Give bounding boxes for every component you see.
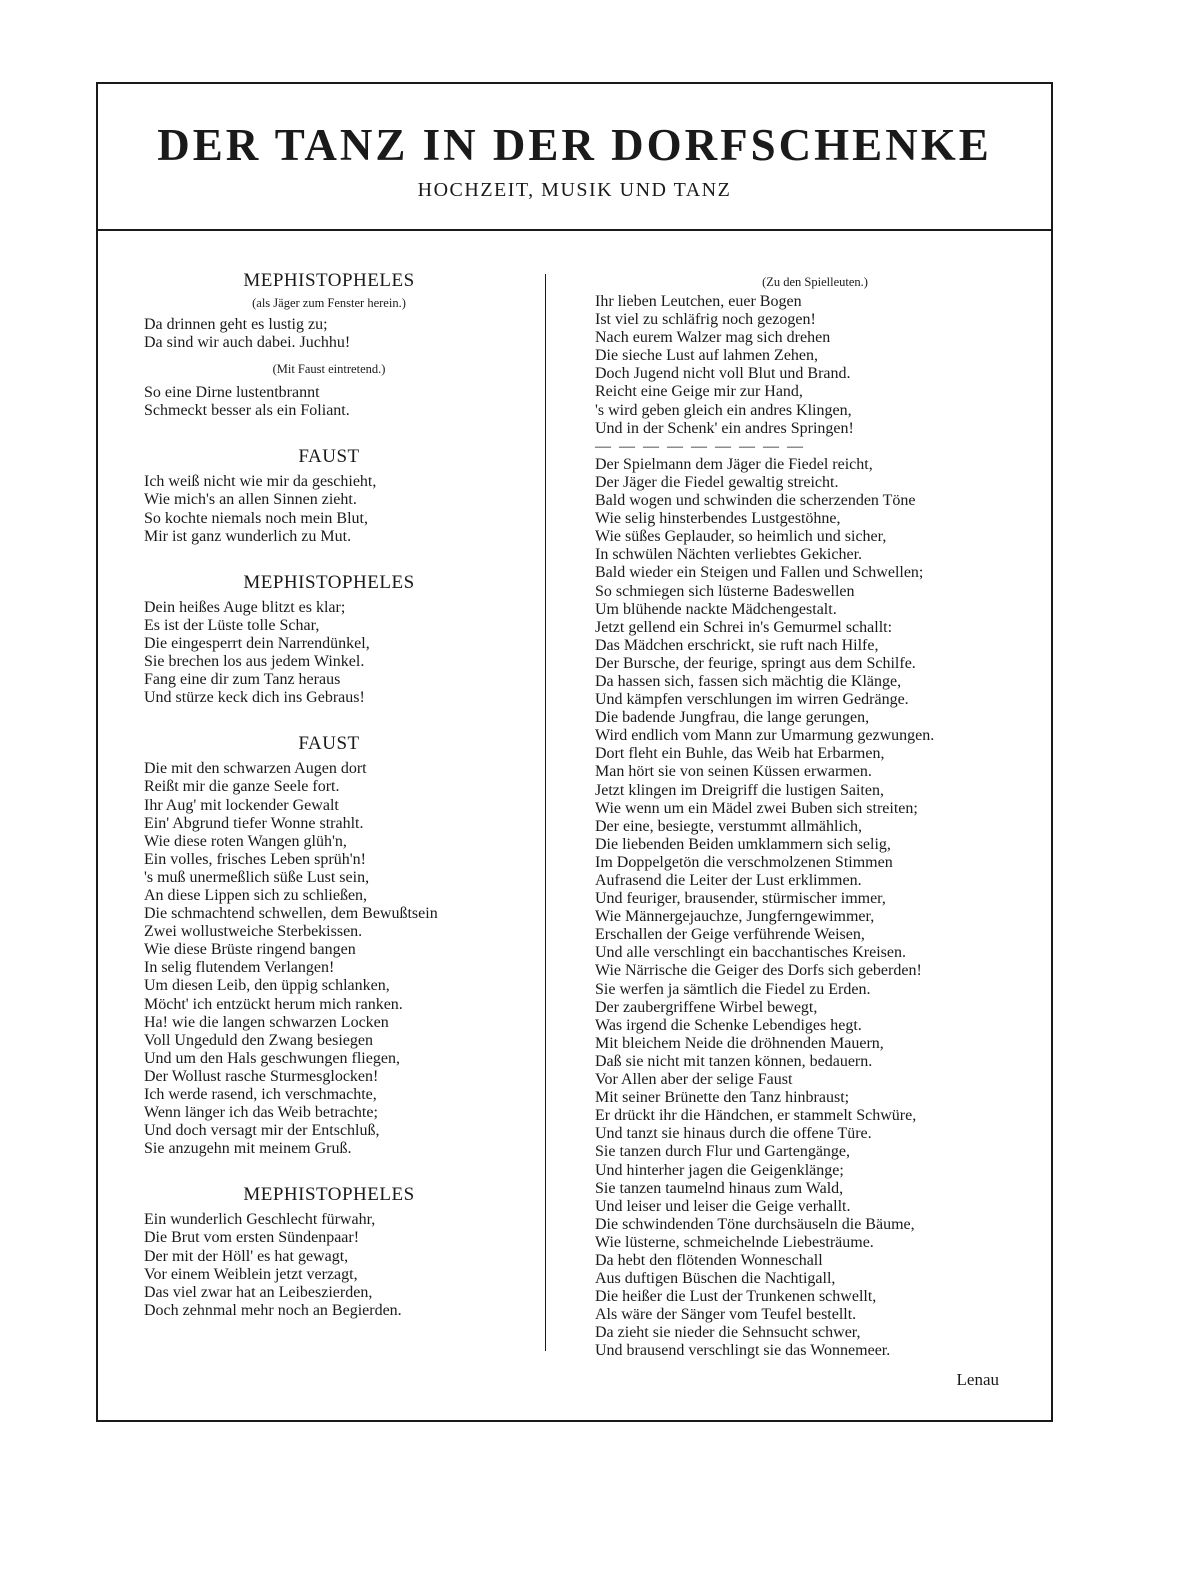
- verse-line: So schmiegen sich lüsterne Badeswellen: [595, 582, 855, 600]
- verse-line: Der zaubergriffene Wirbel bewegt,: [595, 998, 818, 1016]
- verse-line: Wird endlich vom Mann zur Umarmung gezwungen.: [595, 727, 935, 745]
- verse-line: Mit seiner Brünette den Tanz hinbraust;: [595, 1089, 850, 1107]
- verse: [144, 473, 514, 545]
- verse-line: Vor Allen aber der selige Faust: [595, 1071, 793, 1089]
- verse-line: Jetzt klingen im Dreigriff die lustigen Saiten,: [595, 781, 884, 799]
- section-faust-2: [144, 732, 514, 1158]
- separator: — — — — — — — — —: [595, 437, 805, 455]
- verse-line: Um diesen Leib, den üppig schlanken,: [144, 977, 390, 995]
- verse-line: Wie diese roten Wangen glüh'n,: [144, 832, 347, 850]
- verse-line: Das Mädchen erschrickt, sie ruft nach Hilfe,: [595, 636, 879, 654]
- verse-line: Die eingesperrt dein Narrendünkel,: [144, 634, 370, 652]
- verse-line: Der Bursche, der feurige, springt aus dem Schilfe.: [595, 654, 916, 672]
- verse-line: Wie süßes Geplauder, so heimlich und sicher,: [595, 528, 887, 546]
- verse-line: Voll Ungeduld den Zwang besiegen: [144, 1031, 373, 1049]
- verse-line: Ihr Aug' mit lockender Gewalt: [144, 796, 339, 814]
- left-column: [144, 269, 514, 1320]
- verse-line: In selig flutendem Verlangen!: [144, 959, 335, 977]
- section-faust-1: [144, 445, 514, 545]
- verse-line: Die mit den schwarzen Augen dort: [144, 760, 367, 778]
- verse-line: Sie werfen ja sämtlich die Fiedel zu Erden.: [595, 980, 871, 998]
- verse-line: Da sind wir auch dabei. Juchhu!: [144, 334, 351, 352]
- verse-line: 's muß unermeßlich süße Lust sein,: [144, 868, 370, 886]
- verse: [144, 760, 514, 1158]
- verse-line: Schmeckt besser als ein Foliant.: [144, 402, 350, 420]
- verse-line: 's wird geben gleich ein andres Klingen,: [595, 401, 852, 419]
- verse-line: Doch zehnmal mehr noch an Begierden.: [144, 1301, 402, 1319]
- verse-line: Mir ist ganz wunderlich zu Mut.: [144, 527, 352, 545]
- verse-line: Die Brut vom ersten Sündenpaar!: [144, 1229, 360, 1247]
- verse-line: Dein heißes Auge blitzt es klar;: [144, 598, 346, 616]
- verse-line: Bald wieder ein Steigen und Fallen und Schwellen;: [595, 564, 924, 582]
- verse-line: Ich werde rasend, ich verschmachte,: [144, 1086, 377, 1103]
- verse-line: Der Jäger die Fiedel gewaltig streicht.: [595, 473, 839, 491]
- verse-line: Da drinnen geht es lustig zu;: [144, 316, 328, 333]
- verse-line: Aufrasend die Leiter der Lust erklimmen.: [595, 872, 862, 889]
- header: [98, 84, 1051, 231]
- verse-line: Man hört sie von seinen Küssen erwarmen.: [595, 763, 872, 781]
- verse-line: Der Spielmann dem Jäger die Fiedel reicht,: [595, 455, 873, 473]
- verse-line: Wie diese Brüste ringend bangen: [144, 941, 356, 959]
- stage-direction: (als Jäger zum Fenster herein.): [252, 296, 406, 310]
- verse: [595, 293, 1035, 438]
- verse: [144, 316, 514, 352]
- verse-line: Mit bleichem Neide die dröhnenden Mauern,: [595, 1034, 884, 1052]
- stage-direction: (Zu den Spielleuten.): [762, 275, 868, 289]
- verse-line: So eine Dirne lustentbrannt: [144, 384, 320, 402]
- verse-line: Ich weiß nicht wie mir da geschieht,: [144, 473, 377, 491]
- verse-line: Was irgend die Schenke Lebendiges hegt.: [595, 1016, 862, 1034]
- verse-line: Sie anzugehn mit meinem Gruß.: [144, 1140, 352, 1158]
- page-subtitle: HOCHZEIT, MUSIK UND TANZ: [417, 179, 732, 201]
- verse-line: Und in der Schenk' ein andres Springen!: [595, 419, 854, 437]
- verse-line: Es ist der Lüste tolle Schar,: [144, 616, 320, 634]
- verse-line: Wie lüsterne, schmeichelnde Liebesträume.: [595, 1233, 874, 1251]
- column-divider: [545, 274, 546, 1351]
- section-mephisto-1: [144, 269, 514, 420]
- verse-line: Daß sie nicht mit tanzen können, bedauern.: [595, 1052, 873, 1070]
- verse-line: Und brausend verschlingt sie das Wonnemeer.: [595, 1342, 891, 1360]
- verse-line: Reißt mir die ganze Seele fort.: [144, 778, 340, 796]
- speaker-name: MEPHISTOPHELES: [243, 270, 415, 291]
- verse-line: Die sieche Lust auf lahmen Zehen,: [595, 347, 819, 365]
- verse-line: Und tanzt sie hinaus durch die offene Türe.: [595, 1125, 872, 1143]
- verse-line: Möcht' ich entzückt herum mich ranken.: [144, 995, 403, 1013]
- verse-line: Der Wollust rasche Sturmesglocken!: [144, 1067, 379, 1085]
- verse-line: Im Doppelgetön die verschmolzenen Stimmen: [595, 853, 893, 871]
- verse-line: Die schmachtend schwellen, dem Bewußtsein: [144, 905, 438, 923]
- verse-line: Da zieht sie nieder die Sehnsucht schwer,: [595, 1324, 861, 1342]
- verse-line: Die badende Jungfrau, die lange gerungen,: [595, 709, 870, 727]
- verse-line: Wie wenn um ein Mädel zwei Buben sich streiten;: [595, 799, 918, 817]
- verse-line: Vor einem Weiblein jetzt verzagt,: [144, 1265, 358, 1283]
- verse-line: Und stürze keck dich ins Gebraus!: [144, 689, 365, 707]
- verse-line: In schwülen Nächten verliebtes Gekicher.: [595, 546, 863, 564]
- verse-line: Und leiser und leiser die Geige verhallt.: [595, 1197, 851, 1215]
- verse-line: Da hebt den flötenden Wonneschall: [595, 1251, 823, 1269]
- page-title: DER TANZ IN DER DORFSCHENKE: [157, 120, 992, 170]
- verse-line: Wie selig hinsterbendes Lustgestöhne,: [595, 510, 841, 528]
- speaker-name: MEPHISTOPHELES: [243, 571, 415, 593]
- verse-line: Fang eine dir zum Tanz heraus: [144, 671, 341, 689]
- right-column: [595, 273, 1035, 1361]
- verse-line: Die schwindenden Töne durchsäuseln die Bäume,: [595, 1215, 915, 1233]
- verse-line: Bald wogen und schwinden die scherzenden Töne: [595, 492, 916, 510]
- speaker-name: FAUST: [298, 446, 360, 468]
- verse-line: Da hassen sich, fassen sich mächtig die Klänge,: [595, 672, 902, 690]
- verse-line: Der eine, besiegte, verstummt allmählich,: [595, 817, 863, 835]
- author-signature: Lenau: [956, 1370, 999, 1389]
- verse-line: Die liebenden Beiden umklammern sich selig,: [595, 835, 891, 853]
- page-frame: [96, 82, 1053, 1422]
- verse-line: Die heißer die Lust der Trunkenen schwellt,: [595, 1288, 877, 1306]
- verse-line: So kochte niemals noch mein Blut,: [144, 509, 368, 527]
- section-mephisto-2: [144, 571, 514, 708]
- verse-line: Wie Männergejauchze, Jungferngewimmer,: [595, 908, 875, 926]
- verse-line: Erschallen der Geige verführende Weisen,: [595, 926, 865, 944]
- stage-direction: (Mit Faust eintretend.): [272, 362, 386, 377]
- verse-line: Reicht eine Geige mir zur Hand,: [595, 383, 803, 401]
- verse-line: Jetzt gellend ein Schrei in's Gemurmel schallt:: [595, 618, 893, 636]
- verse-line: Dort fleht ein Buhle, das Weib hat Erbarmen,: [595, 745, 885, 763]
- verse-line: Und um den Hals geschwungen fliegen,: [144, 1049, 400, 1067]
- verse-line: Er drückt ihr die Händchen, er stammelt Schwüre,: [595, 1107, 917, 1125]
- speaker-name: MEPHISTOPHELES: [243, 1184, 415, 1206]
- verse-line: Und doch versagt mir der Entschluß,: [144, 1122, 380, 1140]
- verse-line: Das viel zwar hat an Leibeszierden,: [144, 1283, 373, 1301]
- verse-line: Und hinterher jagen die Geigenklänge;: [595, 1161, 844, 1179]
- verse-line: Aus duftigen Büschen die Nachtigall,: [595, 1270, 836, 1288]
- verse-line: An diese Lippen sich zu schließen,: [144, 886, 368, 904]
- verse-line: Ein' Abgrund tiefer Wonne strahlt.: [144, 814, 364, 832]
- verse-line: Um blühende nackte Mädchengestalt.: [595, 600, 837, 618]
- verse-line: Sie tanzen taumelnd hinaus zum Wald,: [595, 1179, 844, 1197]
- verse-line: Und alle verschlingt ein bacchantisches Kreisen.: [595, 944, 906, 962]
- verse-line: Wie mich's an allen Sinnen zieht.: [144, 491, 357, 509]
- verse: [144, 384, 514, 420]
- verse-line: Und feuriger, brausender, stürmischer immer,: [595, 890, 886, 908]
- verse-line: Nach eurem Walzer mag sich drehen: [595, 329, 831, 347]
- verse-line: Zwei wollustweiche Sterbekissen.: [144, 923, 363, 941]
- verse-line: Wie Närrische die Geiger des Dorfs sich geberden!: [595, 962, 922, 980]
- verse-line: Ist viel zu schläfrig noch gezogen!: [595, 311, 816, 329]
- speaker-name: FAUST: [298, 733, 360, 755]
- verse-line: Als wäre der Sänger vom Teufel bestellt.: [595, 1306, 857, 1324]
- verse-line: Ha! wie die langen schwarzen Locken: [144, 1013, 389, 1031]
- verse-line: Ihr lieben Leutchen, euer Bogen: [595, 293, 802, 310]
- verse-line: Sie brechen los aus jedem Winkel.: [144, 653, 365, 671]
- verse-line: Doch Jugend nicht voll Blut und Brand.: [595, 365, 851, 383]
- verse-line: Ein wunderlich Geschlecht fürwahr,: [144, 1211, 376, 1229]
- verse-line: Der mit der Höll' es hat gewagt,: [144, 1247, 349, 1265]
- verse-line: Und kämpfen verschlungen im wirren Gedränge.: [595, 691, 909, 709]
- section-mephisto-3: [144, 1183, 514, 1320]
- verse-line: Ein volles, frisches Leben sprüh'n!: [144, 850, 366, 868]
- verse: [595, 456, 1035, 1361]
- verse-line: Sie tanzen durch Flur und Gartengänge,: [595, 1143, 851, 1161]
- verse: [144, 599, 514, 708]
- verse: [144, 1211, 514, 1320]
- verse-line: Wenn länger ich das Weib betrachte;: [144, 1104, 378, 1122]
